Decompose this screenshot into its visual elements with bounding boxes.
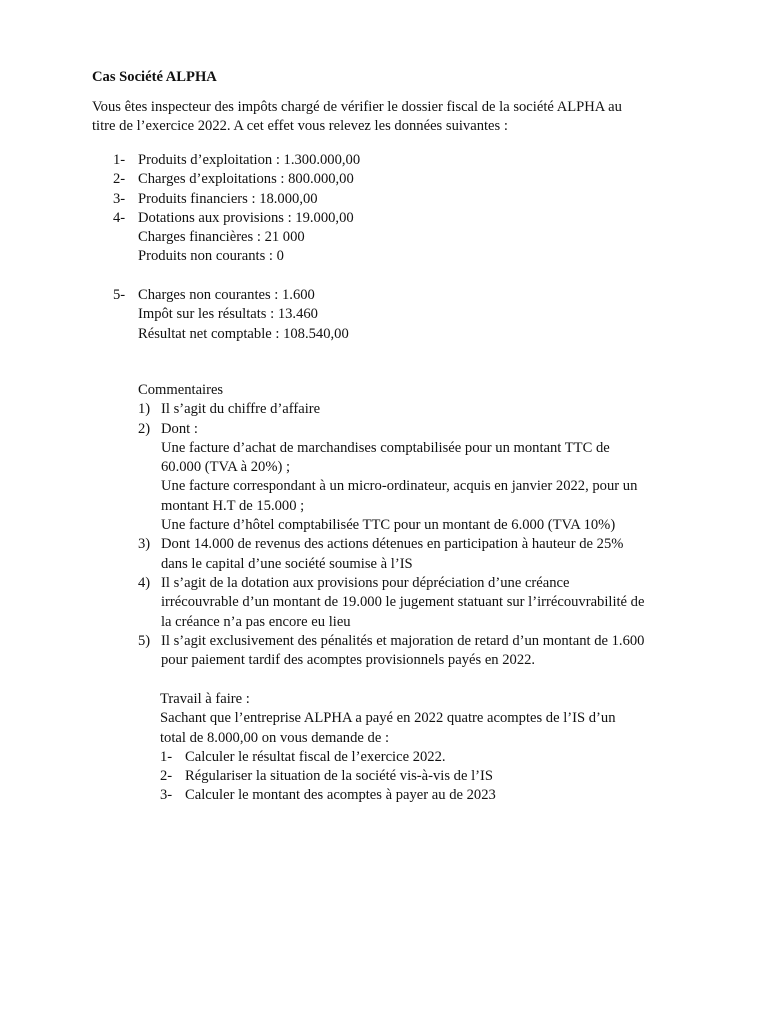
task-number: 3- [160, 787, 173, 804]
comment-line: Une facture d’achat de marchandises comptabilisée pour un montant TTC de [161, 439, 610, 456]
comment-line: Une facture d’hôtel comptabilisée TTC pour un montant de 6.000 (TVA 10%) [161, 517, 616, 534]
comment-number: 2) [138, 420, 151, 437]
task-text: Calculer le montant des acomptes à payer au de 2023 [185, 787, 496, 804]
comment-item [138, 535, 644, 574]
document-title: Cas Société ALPHA [92, 69, 217, 85]
comments-heading: Commentaires [138, 382, 224, 398]
data-item-text: Impôt sur les résultats : 13.460 [138, 306, 318, 323]
intro-line: titre de l’exercice 2022. A cet effet vous relevez les données suivantes : [92, 118, 508, 135]
travail-intro-line: total de 8.000,00 on vous demande de : [160, 729, 389, 746]
data-item-text: Produits non courants : 0 [138, 248, 284, 265]
data-item-number: 4- [113, 209, 126, 226]
task-number: 2- [160, 768, 173, 785]
comment-line: la créance n’a pas encore eu lieu [161, 613, 351, 630]
comment-number: 1) [138, 401, 151, 418]
data-item-text: Dotations aux provisions : 19.000,00 [138, 209, 354, 226]
comment-line: montant H.T de 15.000 ; [161, 497, 305, 514]
data-item-number: 2- [113, 171, 126, 188]
data-item-number: 3- [113, 190, 126, 207]
comment-line: Il s’agit de la dotation aux provisions pour dépréciation d’une créance [161, 574, 570, 591]
task-item [160, 748, 616, 767]
comment-line: pour paiement tardif des acomptes provisionnels payés en 2022. [161, 652, 536, 669]
comment-item [138, 632, 644, 671]
comment-line: Dont 14.000 de revenus des actions détenues en participation à hauteur de 25% [161, 536, 624, 553]
task-item [160, 786, 616, 805]
comment-item [138, 420, 644, 536]
intro-paragraph [92, 98, 692, 137]
travail-heading: Travail à faire : [160, 691, 250, 707]
comment-line: 60.000 (TVA à 20%) ; [161, 459, 291, 476]
task-text: Calculer le résultat fiscal de l’exercice 2022. [185, 748, 446, 765]
comment-line: Une facture correspondant à un micro-ordinateur, acquis en janvier 2022, pour un [161, 478, 638, 495]
comment-line: Il s’agit du chiffre d’affaire [161, 401, 321, 418]
task-number: 1- [160, 748, 173, 765]
comment-item [138, 574, 644, 632]
travail-intro-line: Sachant que l’entreprise ALPHA a payé en 2022 quatre acomptes de l’IS d’un [160, 710, 616, 727]
comment-line: irrécouvrable d’un montant de 19.000 le jugement statuant sur l’irrécouvrabilité de [161, 594, 645, 611]
travail-section [160, 690, 616, 806]
task-item [160, 767, 616, 786]
data-item-number: 1- [113, 152, 126, 168]
data-item-text: Charges d’exploitations : 800.000,00 [138, 171, 354, 188]
comment-number: 3) [138, 536, 151, 553]
data-item-text: Produits financiers : 18.000,00 [138, 190, 318, 207]
data-item-number: 5- [113, 287, 126, 304]
task-text: Régulariser la situation de la société vis-à-vis de l’IS [185, 768, 494, 785]
data-item-text: Produits d’exploitation : 1.300.000,00 [138, 152, 361, 168]
comment-line: Il s’agit exclusivement des pénalités et majoration de retard d’un montant de 1.600 [161, 632, 645, 649]
intro-line: Vous êtes inspecteur des impôts chargé de vérifier le dossier fiscal de la société ALPHA au [92, 99, 622, 115]
data-item-text: Charges non courantes : 1.600 [138, 287, 315, 304]
comment-item [138, 400, 644, 419]
comment-line: Dont : [161, 420, 198, 437]
comment-number: 4) [138, 574, 151, 591]
data-item-text: Charges financières : 21 000 [138, 229, 305, 246]
data-item-text: Résultat net comptable : 108.540,00 [138, 325, 349, 342]
comment-number: 5) [138, 632, 151, 649]
comments-section [138, 381, 644, 670]
comment-line: dans le capital d’une société soumise à l’IS [161, 555, 413, 572]
